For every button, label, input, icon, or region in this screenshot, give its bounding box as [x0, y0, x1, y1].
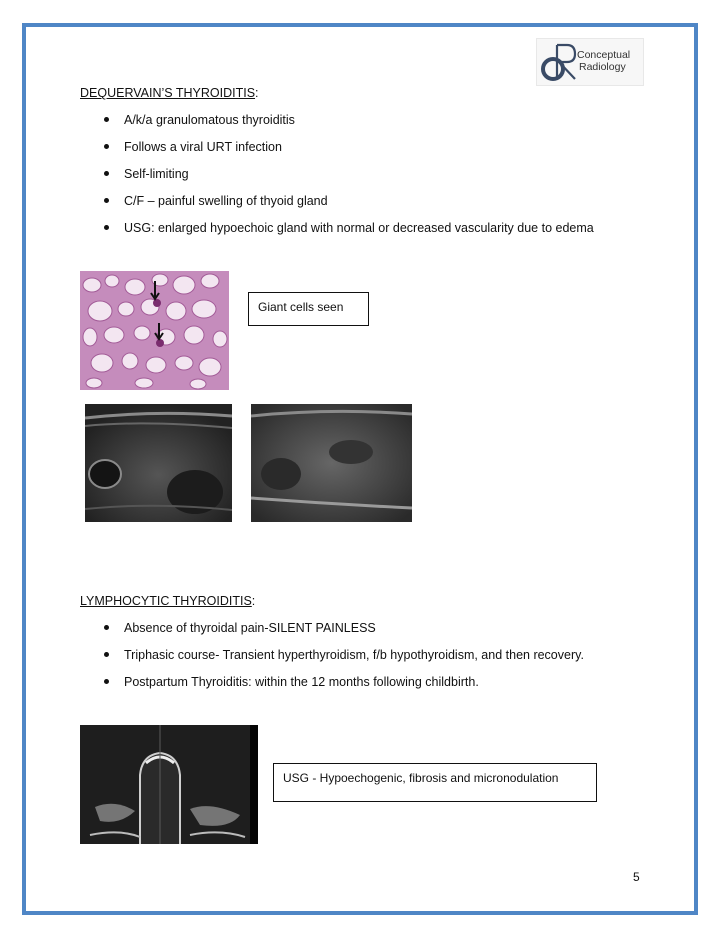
- dequervain-bullet-list: [104, 112, 594, 247]
- list-item: [104, 166, 594, 193]
- list-item: [104, 620, 584, 647]
- heading-colon: :: [255, 86, 259, 100]
- bullet-icon: [104, 652, 109, 657]
- list-item: [104, 112, 594, 139]
- caption-usg-hypoechogenic: USG - Hypoechogenic, fibrosis and micronodulation: [273, 763, 597, 802]
- caption-giant-cells: Giant cells seen: [248, 292, 369, 326]
- histology-pattern: [80, 271, 229, 390]
- bullet-text: USG: enlarged hypoechoic gland with normal or decreased vascularity due to edema: [124, 221, 594, 235]
- ultrasound-image-3: [80, 725, 258, 844]
- bullet-text: Triphasic course- Transient hyperthyroidism, f/b hypothyroidism, and then recovery.: [124, 648, 584, 662]
- page-number: 5: [633, 870, 640, 884]
- ultrasound-pattern: [251, 404, 412, 522]
- section-heading-dequervain: [80, 86, 259, 100]
- bullet-icon: [104, 225, 109, 230]
- bullet-icon: [104, 144, 109, 149]
- ultrasound-image-1: [85, 404, 232, 522]
- ultrasound-pattern: [85, 404, 232, 522]
- histology-image: [80, 271, 229, 390]
- list-item: [104, 220, 594, 247]
- logo-line-1: Conceptual: [577, 49, 631, 61]
- ultrasound-pattern: [80, 725, 258, 844]
- lymphocytic-bullet-list: [104, 620, 584, 701]
- bullet-icon: [104, 198, 109, 203]
- bullet-text: Self-limiting: [124, 167, 189, 181]
- list-item: [104, 647, 584, 674]
- bullet-icon: [104, 171, 109, 176]
- bullet-icon: [104, 679, 109, 684]
- bullet-text: Absence of thyroidal pain-SILENT PAINLESS: [124, 621, 376, 635]
- logo-line-2: Radiology: [579, 61, 626, 73]
- list-item: [104, 193, 594, 220]
- heading-text: LYMPHOCYTIC THYROIDITIS: [80, 594, 252, 608]
- conceptual-radiology-logo: [536, 38, 644, 86]
- list-item: [104, 139, 594, 166]
- ultrasound-image-2: [251, 404, 412, 522]
- bullet-icon: [104, 625, 109, 630]
- bullet-text: C/F – painful swelling of thyoid gland: [124, 194, 328, 208]
- bullet-text: A/k/a granulomatous thyroiditis: [124, 113, 295, 127]
- bullet-text: Postpartum Thyroiditis: within the 12 months following childbirth.: [124, 675, 479, 689]
- section-heading-lymphocytic: [80, 594, 255, 608]
- heading-colon: :: [251, 594, 256, 608]
- list-item: [104, 674, 584, 701]
- heading-text: DEQUERVAIN’S THYROIDITIS: [80, 86, 256, 100]
- bullet-icon: [104, 117, 109, 122]
- bullet-text: Follows a viral URT infection: [124, 140, 282, 154]
- cr-logo-mark-icon: [539, 39, 579, 85]
